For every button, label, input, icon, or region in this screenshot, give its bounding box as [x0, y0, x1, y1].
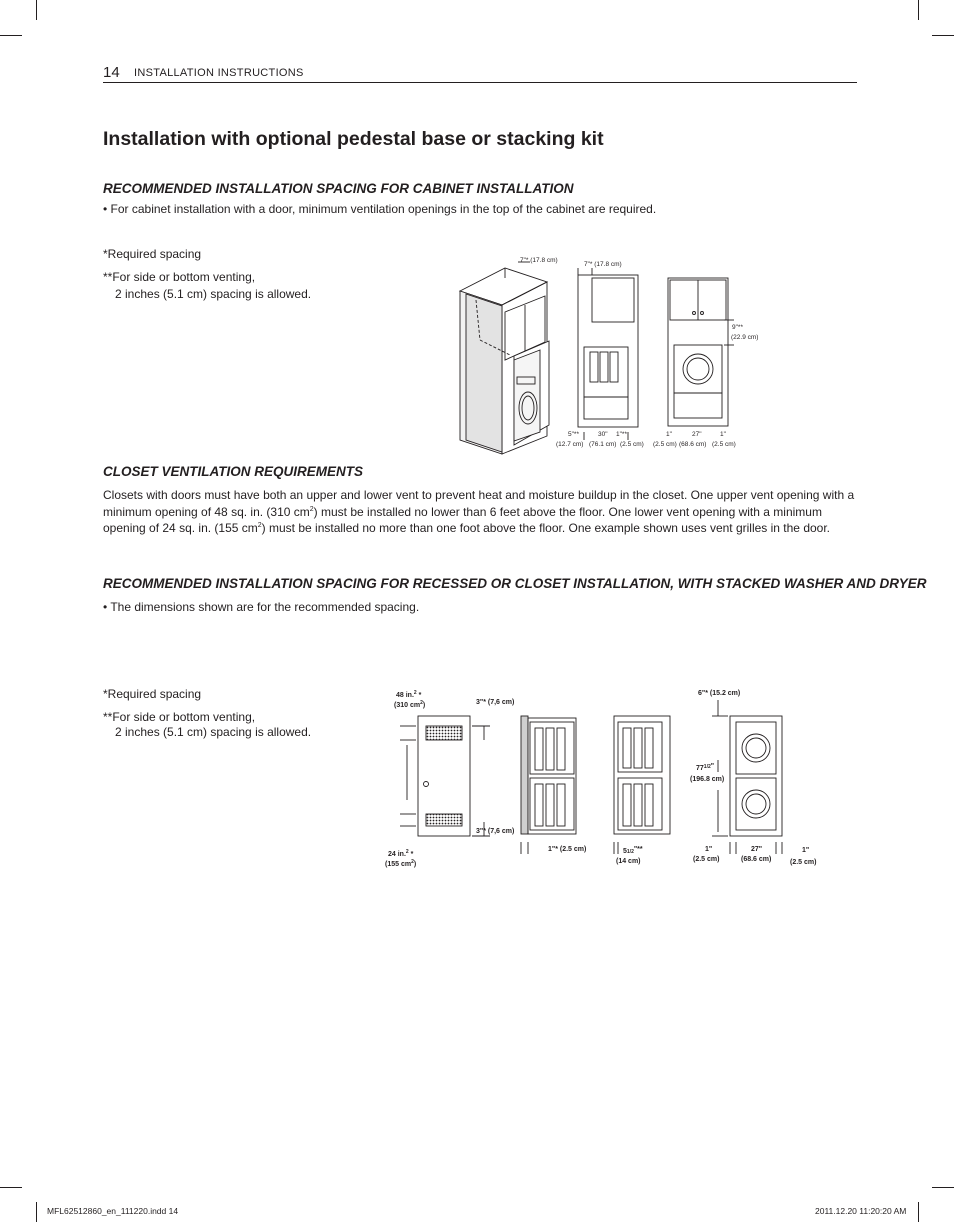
- cabinet-perspective-figure: [460, 262, 549, 454]
- dim-unit-width: 27": [692, 431, 702, 438]
- closet-text-3: ) must be installed no more than one foot above the floor. One example shown uses vent grilles in the door.: [261, 521, 831, 535]
- dim-lower-vent-cm: [385, 859, 416, 868]
- dim-unit-width: 27": [751, 846, 763, 853]
- crop-mark: [918, 1202, 919, 1222]
- dim-shelf-gap-cm: (22.9 cm): [731, 334, 759, 341]
- cabinet-dimension-labels: [520, 257, 758, 448]
- superscript: 2: [257, 522, 262, 529]
- superscript: 2: [413, 690, 417, 696]
- cabinet-front-figure: [668, 278, 734, 426]
- crop-mark: [932, 1187, 954, 1188]
- crop-mark: [932, 35, 954, 36]
- dim-upper-vent-star: *: [416, 692, 422, 699]
- stacked-dimension-labels: [385, 690, 816, 868]
- dim-side-gap: 1"* (2.5 cm): [548, 846, 587, 853]
- crop-mark: [0, 35, 22, 36]
- dim-top-gap-a: 7"* (17.8 cm): [520, 257, 558, 264]
- dim-height-cm: (196.8 cm): [690, 776, 725, 783]
- closet-door-figure: [400, 716, 490, 836]
- dim-lower-vent-star: *: [408, 851, 414, 858]
- superscript: 2: [420, 700, 423, 706]
- dim-front-gap: [623, 846, 643, 855]
- dim-upper-vent-cm-value: (310 cm: [394, 702, 421, 709]
- dim-side-gap-b: 1": [720, 431, 726, 438]
- page-title: Installation with optional pedestal base or stacking kit: [103, 128, 604, 150]
- lower-vent-grille: [426, 814, 462, 826]
- cabinet-note-venting: **For side or bottom venting,: [103, 270, 256, 284]
- dim-side-gap-b-cm: (2.5 cm): [712, 441, 736, 448]
- cabinet-bullet: • For cabinet installation with a door, minimum ventilation openings in the top of the cabinet are required.: [103, 202, 657, 216]
- closet-paragraph: [103, 488, 863, 536]
- cabinet-spacing-diagram: [450, 250, 760, 455]
- dim-left-gap: 5"**: [568, 431, 579, 438]
- dim-height-star: ": [710, 763, 715, 770]
- dim-front-gap-cm: (14 cm): [616, 858, 641, 865]
- stacked-depth-figure: [614, 716, 670, 854]
- dim-right-gap-cm: (2.5 cm): [620, 441, 644, 448]
- crop-mark: [918, 0, 919, 20]
- superscript: 2: [309, 505, 314, 513]
- dim-front-gap-stars: "**: [633, 846, 643, 853]
- dim-lower-vent-value: 24 in.: [388, 851, 406, 858]
- dim-width-cm: (76.1 cm): [589, 441, 617, 448]
- dim-right-side-cm: (2.5 cm): [790, 859, 817, 866]
- closet-heading: CLOSET VENTILATION REQUIREMENTS: [103, 464, 364, 479]
- dim-width: 30": [598, 431, 608, 438]
- stacked-bullet: • The dimensions shown are for the recommended spacing.: [103, 600, 420, 614]
- dim-height-fraction: 1/2: [703, 764, 711, 770]
- dim-shelf-gap: 9"**: [732, 324, 743, 331]
- dim-bottom-vent-gap: 3"* (7,6 cm): [476, 828, 515, 835]
- dim-right-gap: 1"**: [616, 431, 627, 438]
- dim-lower-vent-cm-close: ): [413, 861, 417, 868]
- dim-unit-width-cm: (68.6 cm): [741, 856, 772, 863]
- dim-right-side: 1": [802, 847, 810, 854]
- page-number: 14: [103, 64, 120, 81]
- dim-front-gap-value: 5: [623, 848, 627, 855]
- dim-height-value: 77: [696, 765, 704, 772]
- cabinet-note-required: *Required spacing: [103, 247, 202, 261]
- footer-timestamp: 2011.12.20 11:20:20 AM: [815, 1206, 907, 1216]
- cabinet-heading: RECOMMENDED INSTALLATION SPACING FOR CABINET INSTALLATION: [103, 181, 574, 196]
- cabinet-side-figure: [578, 268, 638, 440]
- dim-upper-vent: [396, 690, 422, 699]
- dim-left-side-cm: (2.5 cm): [693, 856, 720, 863]
- crop-mark: [0, 1187, 22, 1188]
- stacked-spacing-diagram: [380, 680, 830, 875]
- dim-upper-vent-value: 48 in.: [396, 692, 414, 699]
- dim-left-side: 1": [705, 846, 713, 853]
- door-knob: [424, 782, 429, 787]
- running-head: INSTALLATION INSTRUCTIONS: [134, 67, 304, 79]
- dim-upper-vent-cm-close: ): [422, 702, 426, 709]
- dim-top-gap-b: 7"* (17.8 cm): [584, 261, 622, 268]
- dim-left-gap-cm: (12.7 cm): [556, 441, 584, 448]
- header-rule: [103, 82, 857, 83]
- dim-upper-vent-cm: [394, 700, 425, 709]
- stacked-note-required: *Required spacing: [103, 687, 202, 701]
- dim-lower-vent: [388, 849, 414, 858]
- dim-top-vent-gap: 3"* (7,6 cm): [476, 699, 515, 706]
- crop-mark: [36, 0, 37, 20]
- dim-height: [696, 763, 714, 772]
- crop-mark: [36, 1202, 37, 1222]
- dim-front-gap-fraction: 1/2: [626, 849, 634, 855]
- closet-text-1: Closets with doors must have both an upper and lower vent to prevent heat and moisture buildup in the closet. One upper vent opening with a minimum opening of 48 sq. in. (310 cm: [103, 488, 855, 519]
- dim-top-gap: 6"* (15.2 cm): [698, 690, 741, 697]
- stacked-note-venting-detail: 2 inches (5.1 cm) spacing is allowed.: [115, 725, 312, 739]
- superscript: 2: [405, 849, 409, 855]
- dim-side-gap-a: 1": [666, 431, 672, 438]
- stacked-heading: RECOMMENDED INSTALLATION SPACING FOR RECESSED OR CLOSET INSTALLATION, WITH STACKED WASHER AND DRYER: [103, 576, 927, 591]
- closet-text-2: ) must be installed no lower than 6 feet above the floor. One lower vent opening with a minimum opening of 24 sq. in. (155 cm: [103, 504, 822, 535]
- dim-side-gap-a-cm: (2.5 cm): [653, 441, 677, 448]
- stacked-note-venting: **For side or bottom venting,: [103, 710, 256, 724]
- cabinet-note-venting-detail: 2 inches (5.1 cm) spacing is allowed.: [115, 287, 312, 301]
- dim-lower-vent-cm-value: (155 cm: [385, 861, 412, 868]
- stacked-side-figure: [521, 716, 576, 854]
- upper-vent-grille: [426, 726, 462, 740]
- footer-file: MFL62512860_en_111220.indd 14: [47, 1206, 179, 1216]
- superscript: 2: [411, 859, 414, 865]
- dim-unit-width-cm: (68.6 cm): [679, 441, 707, 448]
